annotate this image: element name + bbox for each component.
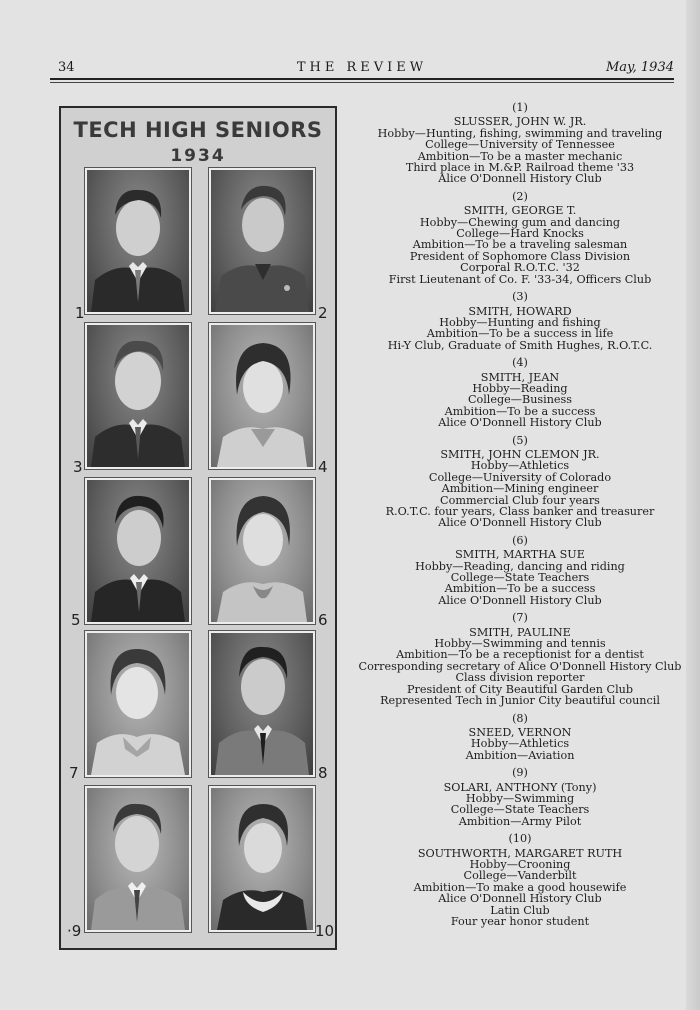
portrait-photo-4: [209, 323, 315, 469]
entry-number: (5): [512, 433, 528, 447]
entry-number: (4): [512, 356, 528, 370]
entry-name: SMITH, MARTHA SUE: [455, 548, 585, 562]
biography-entry: [340, 833, 700, 927]
photo-number-4: 4: [318, 458, 328, 476]
portrait-photo-6: [209, 478, 315, 624]
portrait-photo-7: [85, 631, 191, 777]
biography-entry: [340, 713, 700, 762]
publication-title: THE REVIEW: [296, 60, 428, 75]
photo-number-3: 3: [73, 458, 83, 476]
entry-number: (9): [512, 766, 528, 780]
biography-entry: [340, 435, 700, 529]
entry-line: Hobby—Reading, dancing and riding: [415, 559, 625, 573]
entry-number: (6): [512, 533, 528, 547]
portrait-photo-1: [85, 168, 191, 314]
entry-line: Ambition—To be a master mechanic: [417, 149, 623, 163]
entry-line: Ambition—To be a success in life: [426, 327, 614, 341]
entry-line: Hobby—Reading: [472, 381, 568, 395]
entry-line: Alice O'Donnell History Club: [438, 516, 602, 530]
photo-number-1: 1: [75, 304, 85, 322]
photo-number-9-text: 9: [71, 922, 82, 940]
running-header: [50, 60, 674, 78]
panel-title: TECH HIGH SENIORS: [73, 118, 323, 142]
photo-number-9: ·9: [67, 922, 82, 940]
entry-number: (3): [512, 290, 528, 304]
entry-line: Ambition—Aviation: [465, 748, 575, 762]
entry-line: College—Vanderbilt: [463, 869, 577, 883]
entry-line: Alice O'Donnell History Club: [438, 593, 602, 607]
entry-line: Ambition—To be a traveling salesman: [412, 238, 628, 252]
entry-line: Commercial Club four years: [440, 493, 600, 507]
entry-number: (7): [512, 611, 528, 625]
entry-line: Hobby—Athletics: [470, 737, 570, 751]
entry-line: Hobby—Athletics: [470, 459, 570, 473]
biography-entry: [340, 291, 700, 351]
portrait-photo-3: [85, 323, 191, 469]
entry-line: Alice O'Donnell History Club: [438, 892, 602, 906]
entry-line: Hobby—Chewing gum and dancing: [419, 215, 621, 229]
photo-number-8: 8: [318, 764, 328, 782]
biography-entry: [340, 535, 700, 606]
photo-number-5: 5: [71, 611, 81, 629]
biography-entry: [340, 767, 700, 827]
entry-line: Ambition—Army Pilot: [458, 814, 582, 828]
issue-date: May, 1934: [605, 60, 674, 75]
header-rule-thin: [50, 82, 674, 83]
panel-year: 1934: [170, 146, 226, 166]
entry-line: Hobby—Swimming and tennis: [434, 637, 606, 651]
entry-line: College—State Teachers: [450, 571, 590, 585]
portrait-photo-9: [85, 786, 191, 932]
entry-line: President of Sophomore Class Division: [409, 249, 631, 263]
entry-line: First Lieutenant of Co. F. '33-34, Officers Club: [388, 272, 652, 286]
entry-number: (10): [508, 832, 532, 846]
entry-line: Alice O'Donnell History Club: [438, 172, 602, 186]
entry-name: SMITH, JEAN: [480, 370, 560, 384]
entry-line: Represented Tech in Junior City beautiful council: [380, 694, 660, 708]
photo-number-7: 7: [69, 764, 79, 782]
entry-line: Ambition—To make a good housewife: [413, 880, 627, 894]
entry-line: Ambition—To be a success: [444, 582, 596, 596]
entry-name: SMITH, PAULINE: [469, 625, 571, 639]
entry-name: SOLARI, ANTHONY (Tony): [443, 780, 597, 794]
entry-line: President of City Beautiful Garden Club: [406, 682, 634, 696]
header-rule-thick: [50, 78, 674, 80]
entry-name: SLUSSER, JOHN W. JR.: [453, 115, 587, 129]
entry-line: Alice O'Donnell History Club: [438, 416, 602, 430]
entry-line: Hi-Y Club, Graduate of Smith Hughes, R.O.T.C.: [387, 338, 653, 352]
entry-name: SOUTHWORTH, MARGARET RUTH: [417, 846, 623, 860]
entry-line: College—State Teachers: [450, 803, 590, 817]
photo-number-6: 6: [318, 611, 328, 629]
entry-line: College—University of Colorado: [428, 470, 612, 484]
entry-line: College—Hard Knocks: [456, 227, 584, 241]
seniors-photo-panel: [59, 106, 337, 950]
portrait-photo-5: [85, 478, 191, 624]
photo-number-2: 2: [318, 304, 328, 322]
entry-line: Four year honor student: [450, 915, 590, 928]
entry-line: Third place in M.&P. Railroad theme '33: [405, 161, 635, 175]
entry-line: Ambition—To be a success: [444, 404, 596, 418]
entry-line: Corresponding secretary of Alice O'Donnell History Club: [358, 659, 682, 673]
entry-line: Corporal R.O.T.C. '32: [460, 261, 580, 275]
biography-entry: [340, 612, 700, 706]
entry-line: Hobby—Hunting and fishing: [439, 315, 601, 329]
photo-number-10: 10: [315, 922, 335, 940]
entry-name: SMITH, HOWARD: [468, 304, 572, 318]
entry-number: (2): [512, 189, 528, 203]
entry-line: Hobby—Hunting, fishing, swimming and traveling: [377, 126, 663, 140]
page-number: 34: [58, 60, 75, 75]
entry-name: SMITH, GEORGE T.: [463, 204, 577, 218]
portrait-photo-8: [209, 631, 315, 777]
entry-number: (1): [512, 101, 528, 114]
entry-line: R.O.T.C. four years, Class banker and treasurer: [385, 505, 655, 518]
entry-line: College—University of Tennessee: [425, 138, 615, 152]
entry-line: Class division reporter: [455, 671, 585, 685]
portrait-photo-10: [209, 786, 315, 932]
entry-line: Ambition—To be a receptionist for a dentist: [396, 648, 644, 662]
entry-line: Latin Club: [490, 903, 550, 917]
biography-entry: [340, 191, 700, 285]
entry-number: (8): [512, 711, 528, 725]
entry-line: Hobby—Swimming: [465, 791, 575, 805]
portrait-photo-2: [209, 168, 315, 314]
entry-line: Hobby—Crooning: [469, 857, 571, 871]
entry-line: College—Business: [467, 393, 573, 407]
entry-name: SMITH, JOHN CLEMON JR.: [440, 447, 600, 461]
entry-line: Ambition—Mining engineer: [441, 482, 599, 496]
biography-entry: [340, 102, 700, 185]
biography-column: [340, 102, 700, 933]
entry-name: SNEED, VERNON: [468, 725, 572, 739]
biography-entry: [340, 357, 700, 428]
